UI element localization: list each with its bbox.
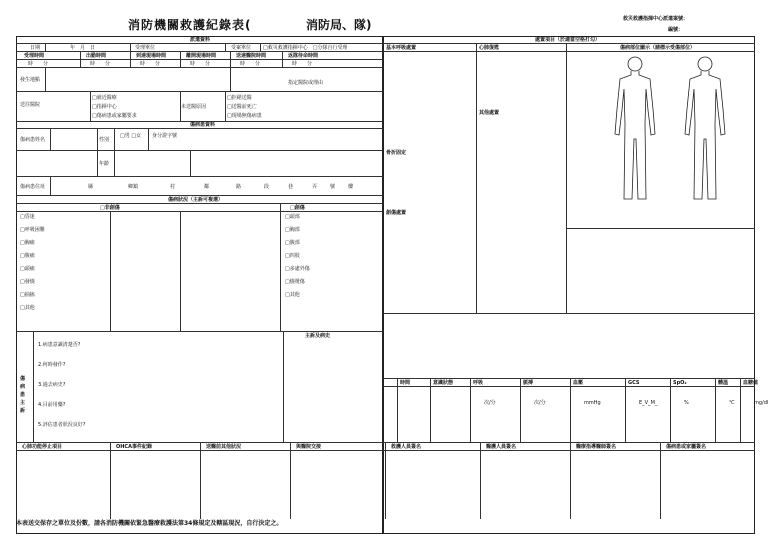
illness-option-3[interactable]: □腹痛 [20,253,35,259]
time-input-2[interactable]: 時 分 [140,61,161,67]
address-part-8: 號 [330,184,336,190]
vitals-unit-6: mg/dl [754,400,768,406]
date-input[interactable]: 年 月 日 [70,45,96,51]
hospital-option-3[interactable]: □傷病患或家屬要求 [92,113,137,119]
date-label: 日期 [30,45,41,51]
narrative-side-label: 傷 病 患 主 訴 [20,376,26,414]
illness-option-5[interactable]: □發燒 [20,279,35,285]
body-back-figure[interactable] [680,54,730,204]
group-basic-airway: 基本呼吸處置 [386,45,417,51]
body-diagram-title: 傷病部位圖示（請標示受傷部位） [620,45,696,51]
time-header-2: 到達現場時間 [136,53,167,59]
time-input-5[interactable]: 時 分 [292,61,313,67]
hospital-option-1[interactable]: □就近醫療 [92,95,117,101]
vitals-header-4: 血壓 [573,380,584,386]
vitals-unit-4: % [684,400,689,406]
trauma-option-2[interactable]: □腹部 [285,240,300,246]
vitals-header-8: 血糖值 [743,380,759,386]
time-input-4[interactable]: 時 分 [240,61,261,67]
time-input-0[interactable]: 時 分 [28,61,49,67]
vitals-header-2: 呼吸 [473,380,484,386]
question-3: 3.過去病史? [38,382,66,388]
question-4: 4.目前用藥? [38,402,66,408]
time-header-3: 離開現場時間 [186,53,217,59]
time-input-1[interactable]: 時 分 [90,61,111,67]
vitals-header-6: SpO₂ [673,380,687,386]
dispatch-case-label: 救災救護指揮中心派遣案號： [623,16,689,22]
signature-header-5: 醫護人員簽名 [486,444,517,450]
illness-option-4[interactable]: □頭痛 [20,266,35,272]
refuse-label: 未送醫原因 [181,104,207,110]
time-header-5: 返隊待命時間 [288,53,319,59]
time-header-1: 出勤時間 [86,53,107,59]
case-unit-options[interactable]: □救災救護指揮中心 □分隊自行受理 [263,45,348,51]
trauma-option-4[interactable]: □多處外傷 [285,266,310,272]
trauma-option-6[interactable]: □其他 [285,292,300,298]
vitals-header-3: 脈搏 [523,380,534,386]
illness-option-7[interactable]: □其他 [20,305,35,311]
address-part-6: 巷 [288,184,294,190]
refuse-option-1[interactable]: □拒絕送醫 [227,95,252,101]
vitals-header-0: 時間 [400,380,411,386]
address-part-7: 弄 [312,184,318,190]
illness-option-6[interactable]: □抽搐 [20,292,35,298]
address-part-4: 路 [236,184,242,190]
vitals-unit-2: mmHg [584,400,601,406]
vitals-unit-5: ℃ [729,400,735,406]
vitals-unit-3: E_V_M_ [639,400,658,406]
signature-header-1: OHCA事件紀錄 [116,444,152,450]
illness-option-1[interactable]: □呼吸困難 [20,227,45,233]
address-part-1: 鄉鎮 [128,184,139,190]
signature-header-7: 傷病患或家屬簽名 [666,444,707,450]
vitals-header-1: 意識狀態 [433,380,454,386]
condition-section-title: 傷病狀況（主訴可複選） [168,197,224,203]
address-part-9: 樓 [348,184,354,190]
time-header-4: 送達醫院時間 [236,53,267,59]
trauma-title: □創傷 [290,205,305,211]
signature-header-4: 救護人員簽名 [391,444,422,450]
question-2: 2.何時發作? [38,362,66,368]
vitals-unit-0: 次/分 [484,400,496,406]
non-trauma-title: □非創傷 [100,205,120,211]
dispatch-section-title: 派遣資料 [190,37,211,43]
hospital-label: 送往醫院 [20,102,41,108]
group-trauma-care: 創傷處置 [386,210,407,216]
illness-option-0[interactable]: □昏迷 [20,214,35,220]
trauma-option-1[interactable]: □胸部 [285,227,300,233]
patient-section-title: 傷病患資料 [190,122,216,128]
received-unit-label: 受理單位 [135,45,156,51]
destination-label: 指定醫院或理由 [288,80,324,86]
address-label: 發生地點 [20,77,41,83]
address-part-5: 段 [264,184,270,190]
trauma-option-3[interactable]: □四肢 [285,253,300,259]
signature-header-3: 與醫院交接 [296,444,322,450]
body-front-figure[interactable] [610,54,660,204]
question-1: 1.病患意識清楚否? [38,342,81,348]
refuse-option-3[interactable]: □現場無傷病患 [227,113,262,119]
refuse-option-2[interactable]: □送醫前死亡 [227,104,257,110]
treatment-title: 處置項目（於適當空格打勾） [535,37,601,43]
time-header-0: 受理時間 [24,53,45,59]
vitals-header-5: GCS [628,380,640,386]
signature-header-2: 送醫前其他狀況 [206,444,242,450]
contact-label: 傷病患住址 [20,184,46,190]
group-cpr: 心肺復甦 [479,45,500,51]
signature-header-0: 心肺功能停止項目 [22,444,63,450]
age-label: 年齡 [99,161,110,167]
patient-name-label: 傷病患姓名 [20,137,46,143]
form-number-label: 編號： [668,27,684,33]
question-5: 5.評估患者狀況良好? [38,422,86,428]
vitals-unit-1: 次/分 [534,400,546,406]
vitals-header-7: 體溫 [718,380,729,386]
time-input-3[interactable]: 時 分 [190,61,211,67]
trauma-option-0[interactable]: □頭部 [285,214,300,220]
address-part-3: 鄰 [204,184,210,190]
signature-header-6: 醫療指導醫師簽名 [576,444,617,450]
address-part-2: 村 [170,184,176,190]
footer-note: 本表送交保存之單位及份數，請各消防機關依緊急醫療救護法第34條規定及轄區現況，自行決定之。 [16,520,283,527]
group-other: 其他處置 [479,110,500,116]
id-label: 身分證字號 [152,133,178,139]
group-fracture: 骨折固定 [386,150,407,156]
gender-options[interactable]: □男 □女 [120,133,142,139]
address-part-0: 縣 [88,184,94,190]
trauma-option-5[interactable]: □燒燙傷 [285,279,305,285]
illness-option-2[interactable]: □胸痛 [20,240,35,246]
form-title-suffix: 消防局、隊) [306,18,372,32]
form-title: 消防機關救護紀錄表( [128,18,252,32]
hospital-option-2[interactable]: □指揮中心 [92,104,117,110]
gender-label: 性別 [99,137,110,143]
case-unit-label: 受案單位 [231,45,252,51]
history-title: 主訴及病史 [305,333,331,339]
